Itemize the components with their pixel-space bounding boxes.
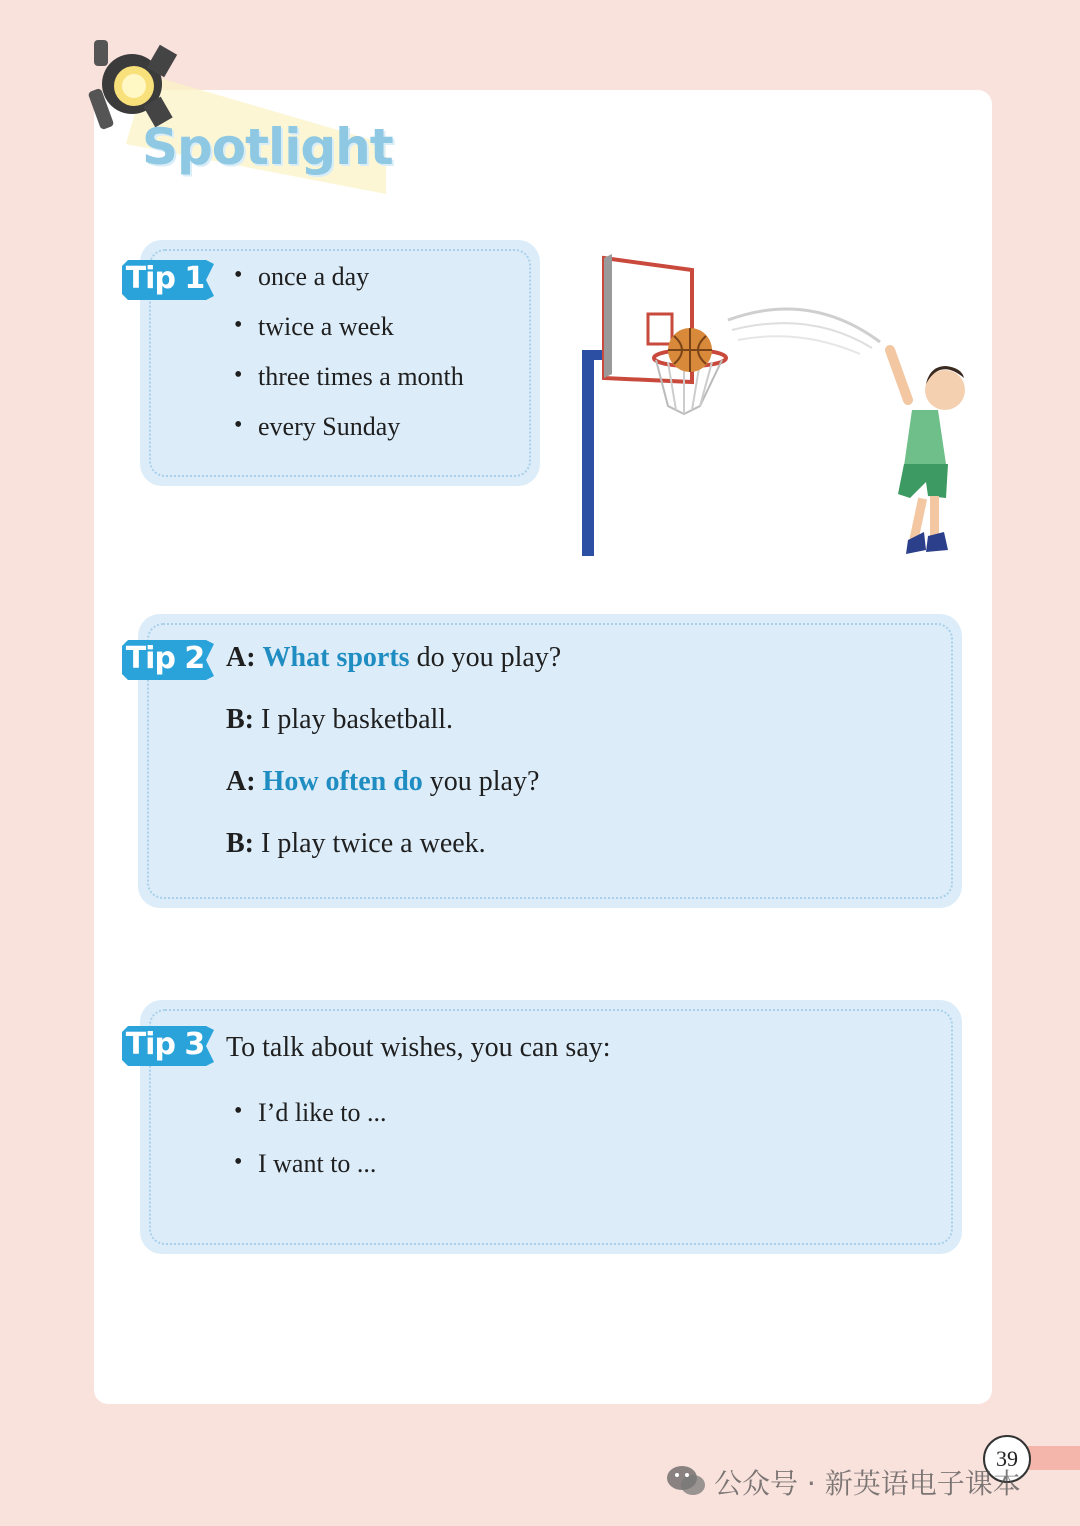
tip2-tag <box>122 640 214 680</box>
tip3-label: Tip 3 <box>125 1027 205 1062</box>
line-text: you play? <box>422 766 540 797</box>
tip1-tag <box>122 260 214 300</box>
list-item: • twice a week <box>234 312 464 362</box>
watermark-text: 公众号 · 新英语电子课本 <box>714 1467 1021 1500</box>
line-text: I play basketball. <box>254 704 454 735</box>
list-item: • I want to ... <box>234 1149 387 1200</box>
speaker-label: A: <box>226 642 256 673</box>
wechat-icon <box>666 1464 706 1498</box>
page-number: 39 <box>983 1435 1031 1483</box>
dialogue-line <box>226 704 453 736</box>
list-item: • I’d like to ... <box>234 1098 387 1149</box>
tip1-list <box>234 262 464 462</box>
basketball-player-illustration <box>560 250 980 570</box>
dialogue-line <box>226 828 486 860</box>
dialogue-line <box>226 642 561 674</box>
tip1-label: Tip 1 <box>125 261 205 296</box>
list-item: • once a day <box>234 262 464 312</box>
tip3-tag <box>122 1026 214 1066</box>
list-item: • three times a month <box>234 362 464 412</box>
tip3-intro: To talk about wishes, you can say: <box>226 1032 611 1063</box>
dialogue-line <box>226 766 539 798</box>
highlight-phrase: What sports <box>262 642 410 673</box>
speaker-label: B: <box>226 828 254 859</box>
speaker-label: B: <box>226 704 254 735</box>
highlight-phrase: How often do <box>262 766 423 797</box>
line-text: I play twice a week. <box>254 828 486 859</box>
page-title: Spotlight <box>142 118 393 176</box>
tip2-label: Tip 2 <box>125 641 205 676</box>
tip3-list <box>234 1098 387 1200</box>
speaker-label: A: <box>226 766 256 797</box>
list-item: • every Sunday <box>234 412 464 462</box>
line-text: do you play? <box>409 642 562 673</box>
